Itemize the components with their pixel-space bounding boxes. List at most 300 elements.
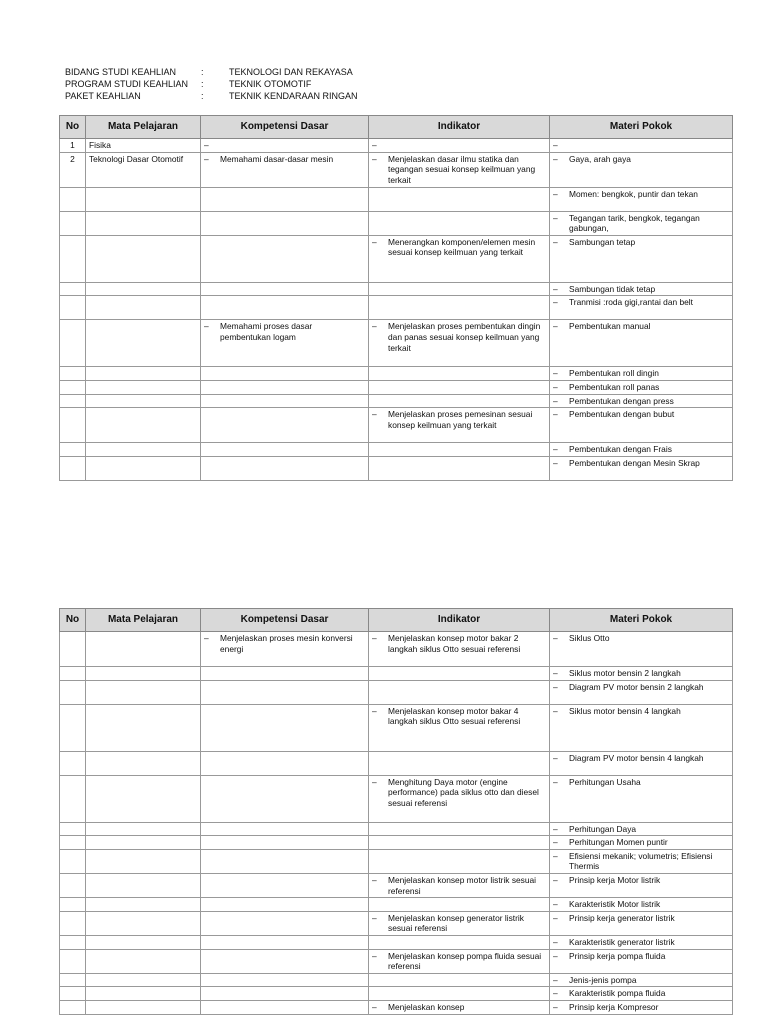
cell-kompetensi-dasar <box>201 949 369 973</box>
cell-no <box>60 320 86 367</box>
cell-kompetensi-dasar <box>201 139 369 153</box>
dash-bullet: – <box>204 321 209 332</box>
cell-materi-pokok <box>550 456 733 480</box>
cell-no <box>60 822 86 836</box>
cell-materi-pokok <box>550 187 733 211</box>
cell-kompetensi-dasar <box>201 211 369 235</box>
materi-item-text: Perhitungan Daya <box>569 823 637 834</box>
header-key: BIDANG STUDI KEAHLIAN <box>65 67 177 77</box>
materi-item <box>553 633 729 644</box>
dash-bullet: – <box>372 321 377 332</box>
col-header-kompetensi-dasar: Kompetensi Dasar <box>201 609 369 632</box>
cell-materi-pokok <box>550 704 733 751</box>
dash-bullet: – <box>372 705 377 716</box>
dash-bullet: – <box>553 1001 558 1012</box>
materi-item-text: Karakteristik Motor listrik <box>569 899 661 910</box>
materi-item-text: Jenis-jenis pompa <box>569 974 637 985</box>
dash-bullet: – <box>553 912 558 923</box>
indikator-item-text: Menjelaskan konsep motor listrik sesuai referensi <box>388 874 537 896</box>
cell-indikator <box>369 367 550 381</box>
table-row <box>60 822 733 836</box>
dash-bullet: – <box>553 368 558 379</box>
materi-item <box>553 284 729 295</box>
dash-bullet: – <box>553 188 558 199</box>
cell-mata-pelajaran <box>86 296 201 320</box>
materi-item <box>553 837 729 848</box>
cell-no <box>60 898 86 912</box>
cell-indikator <box>369 911 550 935</box>
materi-item-text: Pembentukan dengan Frais <box>569 444 672 455</box>
dash-bullet: – <box>553 899 558 910</box>
materi-item-text: Tegangan tarik, bengkok, tegangan gabungan, <box>569 212 700 234</box>
table-row <box>60 751 733 775</box>
dash-bullet: – <box>553 837 558 848</box>
document-header <box>65 66 358 102</box>
cell-materi-pokok <box>550 408 733 443</box>
materi-item <box>553 237 729 248</box>
cell-indikator <box>369 235 550 282</box>
dash-bullet: – <box>553 668 558 678</box>
cell-kompetensi-dasar <box>201 935 369 949</box>
cell-no <box>60 408 86 443</box>
table-row <box>60 987 733 1001</box>
header-row <box>65 90 358 102</box>
indikator-item <box>372 1002 546 1013</box>
indikator-item-text: Menjelaskan proses pembentukan dingin dan panas sesuai konsep keilmuan yang terkait <box>388 321 541 353</box>
materi-item <box>553 753 729 764</box>
cell-materi-pokok <box>550 751 733 775</box>
table-row <box>60 935 733 949</box>
materi-item-text: Pembentukan dengan press <box>569 395 674 406</box>
materi-item-text: Sambungan tidak tetap <box>569 283 656 294</box>
materi-item <box>553 913 729 924</box>
cell-materi-pokok <box>550 911 733 935</box>
cell-mata-pelajaran <box>86 235 201 282</box>
materi-item <box>553 382 729 393</box>
cell-no <box>60 704 86 751</box>
cell-materi-pokok <box>550 873 733 897</box>
cell-no <box>60 873 86 897</box>
materi-item-text: Prinsip kerja generator listrik <box>569 912 675 923</box>
materi-item <box>553 875 729 886</box>
table-row <box>60 139 733 153</box>
cell-kompetensi-dasar <box>201 704 369 751</box>
cell-no <box>60 751 86 775</box>
cell-kompetensi-dasar <box>201 296 369 320</box>
cell-indikator <box>369 443 550 457</box>
table-row <box>60 1000 733 1014</box>
cell-indikator <box>369 211 550 235</box>
dash-bullet: – <box>553 752 558 763</box>
cell-mata-pelajaran <box>86 282 201 296</box>
materi-item-text: Momen: bengkok, puntir dan tekan <box>569 188 698 199</box>
col-header-mata-pelajaran: Mata Pelajaran <box>86 609 201 632</box>
cell-no <box>60 394 86 408</box>
dash-bullet: – <box>553 153 558 164</box>
dash-bullet: – <box>553 321 558 332</box>
header-value: TEKNIK OTOMOTIF <box>229 79 312 89</box>
table-row <box>60 296 733 320</box>
materi-item-text: Tranmisi :roda gigi,rantai dan belt <box>569 297 693 308</box>
indikator-item-text: Menjelaskan konsep motor bakar 2 langkah siklus Otto sesuai referensi <box>388 633 521 654</box>
dash-bullet: – <box>553 936 558 947</box>
cell-mata-pelajaran <box>86 911 201 935</box>
materi-item <box>553 189 729 200</box>
cell-indikator <box>369 751 550 775</box>
table-header-row <box>60 116 733 139</box>
materi-item-text <box>569 140 729 151</box>
dash-bullet: – <box>553 381 558 392</box>
cell-mata-pelajaran <box>86 898 201 912</box>
cell-kompetensi-dasar <box>201 235 369 282</box>
dash-bullet: – <box>553 950 558 961</box>
dash-bullet: – <box>553 988 558 999</box>
cell-indikator <box>369 704 550 751</box>
cell-materi-pokok <box>550 849 733 873</box>
materi-item <box>553 368 729 379</box>
dash-bullet: – <box>553 633 558 643</box>
cell-indikator <box>369 632 550 667</box>
cell-materi-pokok <box>550 1000 733 1014</box>
table-row <box>60 456 733 480</box>
cell-mata-pelajaran <box>86 667 201 681</box>
materi-item-text: Pembentukan roll dingin <box>569 368 659 379</box>
kd-item <box>204 154 365 165</box>
cell-mata-pelajaran <box>86 380 201 394</box>
dash-bullet: – <box>553 409 558 420</box>
materi-item-text: Perhitungan Momen puntir <box>569 837 668 848</box>
table-row <box>60 667 733 681</box>
materi-item-text: Pembentukan manual <box>569 321 651 332</box>
materi-item <box>553 297 729 308</box>
dash-bullet: – <box>372 236 377 247</box>
header-colon: : <box>201 79 204 89</box>
materi-item <box>553 937 729 948</box>
kd-item <box>204 140 365 151</box>
materi-item-text: Siklus motor bensin 2 langkah <box>569 668 681 678</box>
dash-bullet: – <box>553 444 558 455</box>
cell-indikator <box>369 139 550 153</box>
indikator-item-text: Menjelaskan konsep generator listrik sesuai referensi <box>388 912 524 934</box>
materi-item-text: Efisiensi mekanik; volumetris; Efisiensi Thermis <box>569 850 713 872</box>
col-header-no: No <box>60 609 86 632</box>
materi-item-text: Karakteristik generator listrik <box>569 936 675 947</box>
cell-materi-pokok <box>550 667 733 681</box>
cell-indikator <box>369 898 550 912</box>
indikator-item <box>372 777 546 809</box>
table-row <box>60 973 733 987</box>
col-header-no: No <box>60 116 86 139</box>
cell-indikator <box>369 296 550 320</box>
kd-item-text: Memahami dasar-dasar mesin <box>220 153 334 164</box>
cell-materi-pokok <box>550 394 733 408</box>
indikator-item-text: Menerangkan komponen/elemen mesin sesuai konsep keilmuan yang terkait <box>388 236 536 258</box>
cell-no <box>60 849 86 873</box>
dash-bullet: – <box>553 140 558 150</box>
dash-bullet: – <box>553 705 558 716</box>
dash-bullet: – <box>553 236 558 247</box>
cell-indikator <box>369 152 550 187</box>
cell-indikator <box>369 394 550 408</box>
indikator-item-text: Menjelaskan konsep pompa fluida sesuai referensi <box>388 950 542 972</box>
cell-kompetensi-dasar <box>201 680 369 704</box>
table-row <box>60 873 733 897</box>
indikator-item <box>372 140 546 151</box>
table-row <box>60 408 733 443</box>
header-key: PROGRAM STUDI KEAHLIAN <box>65 79 189 89</box>
materi-item <box>553 824 729 835</box>
materi-item-text: Gaya, arah gaya <box>569 153 631 164</box>
indikator-item-text: Menjelaskan proses pemesinan sesuai konsep keilmuan yang terkait <box>388 409 533 430</box>
kd-item-text <box>220 140 365 151</box>
materi-item <box>553 396 729 407</box>
cell-no <box>60 775 86 822</box>
indikator-item-text: Menjelaskan konsep motor bakar 4 langkah siklus Otto sesuai referensi <box>388 705 521 727</box>
cell-indikator <box>369 1000 550 1014</box>
cell-mata-pelajaran <box>86 187 201 211</box>
dash-bullet: – <box>553 850 558 861</box>
cell-materi-pokok <box>550 973 733 987</box>
cell-no <box>60 1000 86 1014</box>
cell-kompetensi-dasar <box>201 152 369 187</box>
indikator-item <box>372 154 546 186</box>
materi-item-text: Diagram PV motor bensin 4 langkah <box>569 752 704 763</box>
table-row <box>60 949 733 973</box>
cell-kompetensi-dasar <box>201 380 369 394</box>
table-row <box>60 680 733 704</box>
cell-no <box>60 949 86 973</box>
cell-materi-pokok <box>550 282 733 296</box>
cell-kompetensi-dasar <box>201 394 369 408</box>
dash-bullet: – <box>372 140 377 150</box>
indikator-item <box>372 706 546 727</box>
cell-materi-pokok <box>550 296 733 320</box>
cell-materi-pokok <box>550 935 733 949</box>
materi-item-text: Pembentukan dengan bubut <box>569 409 675 420</box>
cell-mata-pelajaran <box>86 949 201 973</box>
kd-item <box>204 321 365 342</box>
cell-mata-pelajaran <box>86 849 201 873</box>
cell-mata-pelajaran <box>86 987 201 1001</box>
dash-bullet: – <box>372 633 377 643</box>
dash-bullet: – <box>553 823 558 834</box>
indikator-item-text <box>388 140 546 151</box>
cell-mata-pelajaran <box>86 680 201 704</box>
materi-item-text: Siklus motor bensin 4 langkah <box>569 705 681 716</box>
dash-bullet: – <box>204 633 209 643</box>
cell-indikator <box>369 935 550 949</box>
cell-materi-pokok <box>550 898 733 912</box>
col-header-indikator: Indikator <box>369 116 550 139</box>
indikator-item-text: Menjelaskan dasar ilmu statika dan tegangan sesuai konsep keilmuan yang terkait <box>388 153 536 185</box>
cell-indikator <box>369 822 550 836</box>
materi-item <box>553 975 729 986</box>
materi-item <box>553 154 729 165</box>
cell-no <box>60 187 86 211</box>
indikator-item <box>372 237 546 258</box>
indikator-item <box>372 913 546 934</box>
cell-mata-pelajaran: Teknologi Dasar Otomotif <box>86 152 201 187</box>
indikator-item <box>372 321 546 353</box>
table-row <box>60 898 733 912</box>
cell-indikator <box>369 456 550 480</box>
cell-indikator <box>369 320 550 367</box>
cell-kompetensi-dasar <box>201 187 369 211</box>
cell-kompetensi-dasar <box>201 775 369 822</box>
cell-no <box>60 380 86 394</box>
kd-item-text: Menjelaskan proses mesin konversi energi <box>220 633 353 654</box>
materi-item <box>553 409 729 420</box>
cell-indikator <box>369 408 550 443</box>
cell-kompetensi-dasar <box>201 836 369 850</box>
cell-materi-pokok <box>550 949 733 973</box>
materi-item <box>553 140 729 151</box>
dash-bullet: – <box>553 212 558 223</box>
header-row <box>65 78 358 90</box>
cell-mata-pelajaran <box>86 822 201 836</box>
cell-kompetensi-dasar <box>201 367 369 381</box>
cell-no: 1 <box>60 139 86 153</box>
cell-mata-pelajaran <box>86 632 201 667</box>
cell-no: 2 <box>60 152 86 187</box>
cell-kompetensi-dasar <box>201 911 369 935</box>
kd-item-text: Memahami proses dasar pembentukan logam <box>220 321 313 342</box>
cell-mata-pelajaran <box>86 408 201 443</box>
cell-kompetensi-dasar <box>201 632 369 667</box>
cell-materi-pokok <box>550 443 733 457</box>
cell-mata-pelajaran <box>86 704 201 751</box>
cell-kompetensi-dasar <box>201 456 369 480</box>
cell-kompetensi-dasar <box>201 873 369 897</box>
cell-no <box>60 632 86 667</box>
cell-mata-pelajaran <box>86 443 201 457</box>
col-header-materi-pokok: Materi Pokok <box>550 609 733 632</box>
cell-mata-pelajaran <box>86 973 201 987</box>
header-value: TEKNIK KENDARAAN RINGAN <box>229 91 358 101</box>
cell-indikator <box>369 282 550 296</box>
cell-kompetensi-dasar <box>201 667 369 681</box>
curriculum-table-1 <box>59 115 733 481</box>
table-row <box>60 394 733 408</box>
table-row <box>60 704 733 751</box>
header-colon: : <box>201 67 204 77</box>
indikator-item-text: Menjelaskan konsep <box>388 1001 465 1012</box>
cell-no <box>60 911 86 935</box>
materi-item <box>553 777 729 788</box>
cell-no <box>60 973 86 987</box>
dash-bullet: – <box>372 950 377 961</box>
cell-materi-pokok <box>550 235 733 282</box>
cell-materi-pokok <box>550 152 733 187</box>
materi-item <box>553 899 729 910</box>
table-row <box>60 152 733 187</box>
kd-item <box>204 633 365 654</box>
dash-bullet: – <box>553 297 558 308</box>
cell-indikator <box>369 667 550 681</box>
cell-no <box>60 282 86 296</box>
table-row <box>60 632 733 667</box>
cell-kompetensi-dasar <box>201 282 369 296</box>
table-row <box>60 443 733 457</box>
materi-item <box>553 444 729 455</box>
materi-item-text: Pembentukan dengan Mesin Skrap <box>569 457 700 468</box>
cell-no <box>60 456 86 480</box>
cell-materi-pokok <box>550 836 733 850</box>
table-header-row <box>60 609 733 632</box>
cell-mata-pelajaran <box>86 873 201 897</box>
dash-bullet: – <box>553 457 558 468</box>
header-value: TEKNOLOGI DAN REKAYASA <box>229 67 353 77</box>
col-header-materi-pokok: Materi Pokok <box>550 116 733 139</box>
cell-kompetensi-dasar <box>201 987 369 1001</box>
cell-materi-pokok <box>550 680 733 704</box>
dash-bullet: – <box>553 776 558 787</box>
cell-no <box>60 443 86 457</box>
indikator-item <box>372 633 546 654</box>
table-row <box>60 282 733 296</box>
table-row <box>60 849 733 873</box>
cell-kompetensi-dasar <box>201 822 369 836</box>
materi-item-text: Diagram PV motor bensin 2 langkah <box>569 681 704 692</box>
cell-indikator <box>369 187 550 211</box>
cell-kompetensi-dasar <box>201 898 369 912</box>
materi-item <box>553 1002 729 1013</box>
cell-no <box>60 987 86 1001</box>
cell-no <box>60 367 86 381</box>
dash-bullet: – <box>553 974 558 985</box>
cell-mata-pelajaran <box>86 394 201 408</box>
table-row <box>60 911 733 935</box>
table-row <box>60 235 733 282</box>
dash-bullet: – <box>204 153 209 164</box>
cell-no <box>60 680 86 704</box>
cell-no <box>60 235 86 282</box>
cell-kompetensi-dasar <box>201 849 369 873</box>
cell-mata-pelajaran <box>86 1000 201 1014</box>
cell-no <box>60 836 86 850</box>
table-row <box>60 367 733 381</box>
table-row <box>60 775 733 822</box>
cell-mata-pelajaran <box>86 751 201 775</box>
cell-mata-pelajaran <box>86 836 201 850</box>
materi-item-text: Perhitungan Usaha <box>569 776 641 787</box>
cell-mata-pelajaran <box>86 320 201 367</box>
cell-kompetensi-dasar <box>201 443 369 457</box>
indikator-item <box>372 875 546 896</box>
dash-bullet: – <box>553 283 558 294</box>
cell-indikator <box>369 680 550 704</box>
cell-materi-pokok <box>550 367 733 381</box>
dash-bullet: – <box>372 153 377 164</box>
cell-no <box>60 935 86 949</box>
cell-kompetensi-dasar <box>201 320 369 367</box>
cell-no <box>60 296 86 320</box>
cell-mata-pelajaran <box>86 456 201 480</box>
dash-bullet: – <box>553 874 558 885</box>
cell-kompetensi-dasar <box>201 751 369 775</box>
dash-bullet: – <box>204 140 209 150</box>
cell-materi-pokok <box>550 320 733 367</box>
cell-materi-pokok <box>550 822 733 836</box>
header-row <box>65 66 358 78</box>
cell-kompetensi-dasar <box>201 408 369 443</box>
materi-item <box>553 668 729 679</box>
dash-bullet: – <box>372 912 377 923</box>
dash-bullet: – <box>372 409 377 420</box>
cell-no <box>60 211 86 235</box>
materi-item <box>553 951 729 962</box>
header-key: PAKET KEAHLIAN <box>65 91 141 101</box>
